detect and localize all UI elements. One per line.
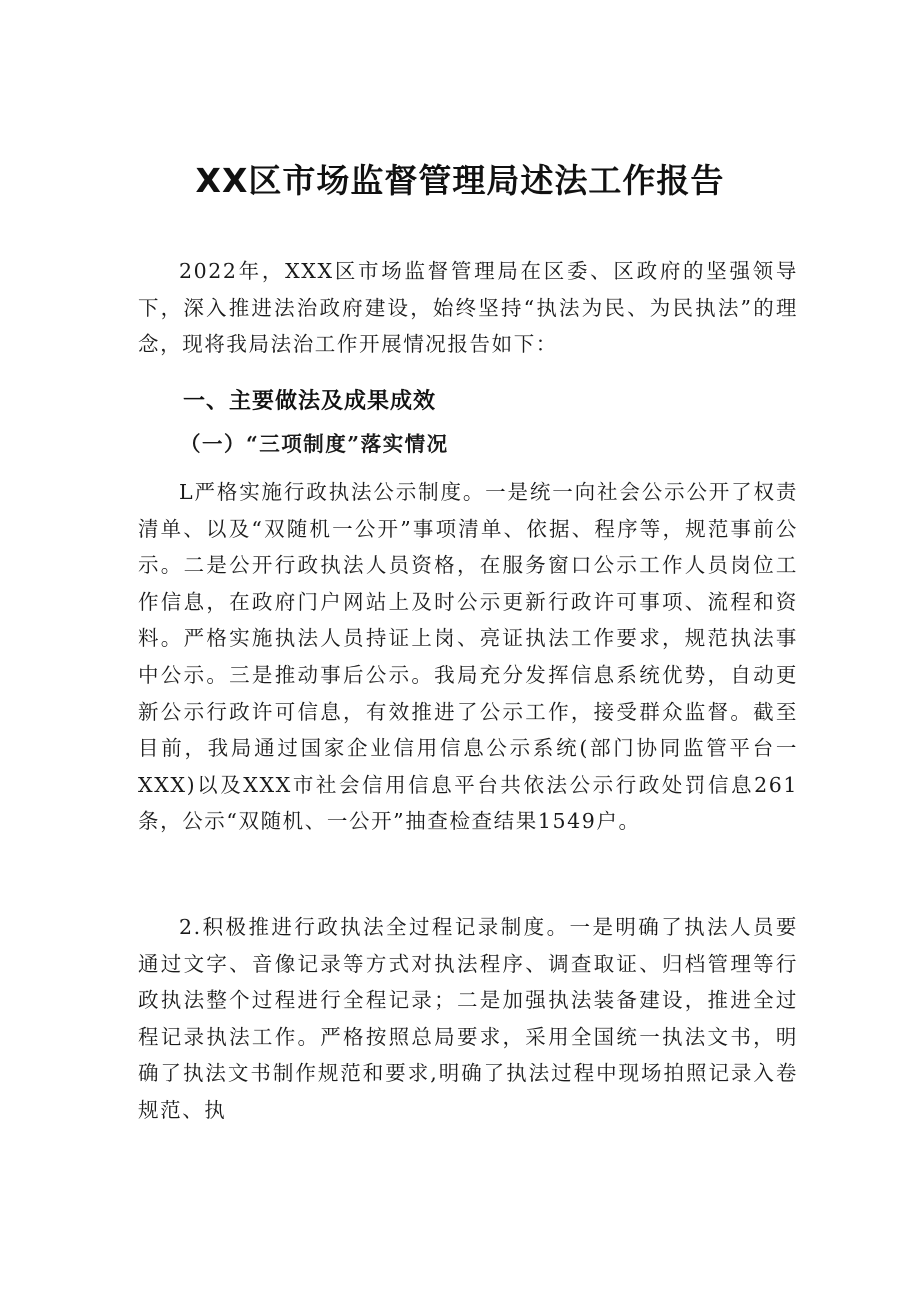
paragraph-full-process-record: 2.积极推进行政执法全过程记录制度。一是明确了执法人员要通过文字、音像记录等方式对执法程序、调查取证、归档管理等行政执法整个过程进行全程记录；二是加强执法装备建设，推进全过程记录执法工作。严格按照总局要求，采用全国统一执法文书，明确了执法文书制作规范和要求,明确了执法过程中现场拍照记录入卷规范、执 (138, 915, 798, 1122)
intro-paragraph: 2022年，XXX区市场监督管理局在区委、区政府的坚强领导下，深入推进法治政府建设，始终坚持“执法为民、为民执法”的理念，现将我局法治工作开展情况报告如下： (138, 259, 798, 357)
document-title: XX区市场监督管理局述法工作报告 (195, 161, 725, 200)
section-heading-main-practices: 一、主要做法及成果成效 (183, 389, 437, 414)
subsection-heading-three-systems: （一）“三项制度”落实情况 (180, 432, 449, 456)
paragraph-enforcement-disclosure: L严格实施行政执法公示制度。一是统一向社会公示公开了权责清单、以及“双随机一公开”事项清单、依据、程序等，规范事前公示。二是公开行政执法人员资格，在服务窗口公示工作人员岗位工作信息，在政府门户网站上及时公示更新行政许可事项、流程和资料。严格实施执法人员持证上岗、亮证执法工作要求，规范执法事中公示。三是推动事后公示。我局充分发挥信息系统优势，自动更新公示行政许可信息，有效推进了公示工作，接受群众监督。截至目前，我局通过国家企业信用信息公示系统(部门协同监管平台一XXX)以及XXX市社会信用信息平台共依法公示行政处罚信息261条，公示“双随机、一公开”抽查检查结果1549户。 (138, 480, 798, 834)
